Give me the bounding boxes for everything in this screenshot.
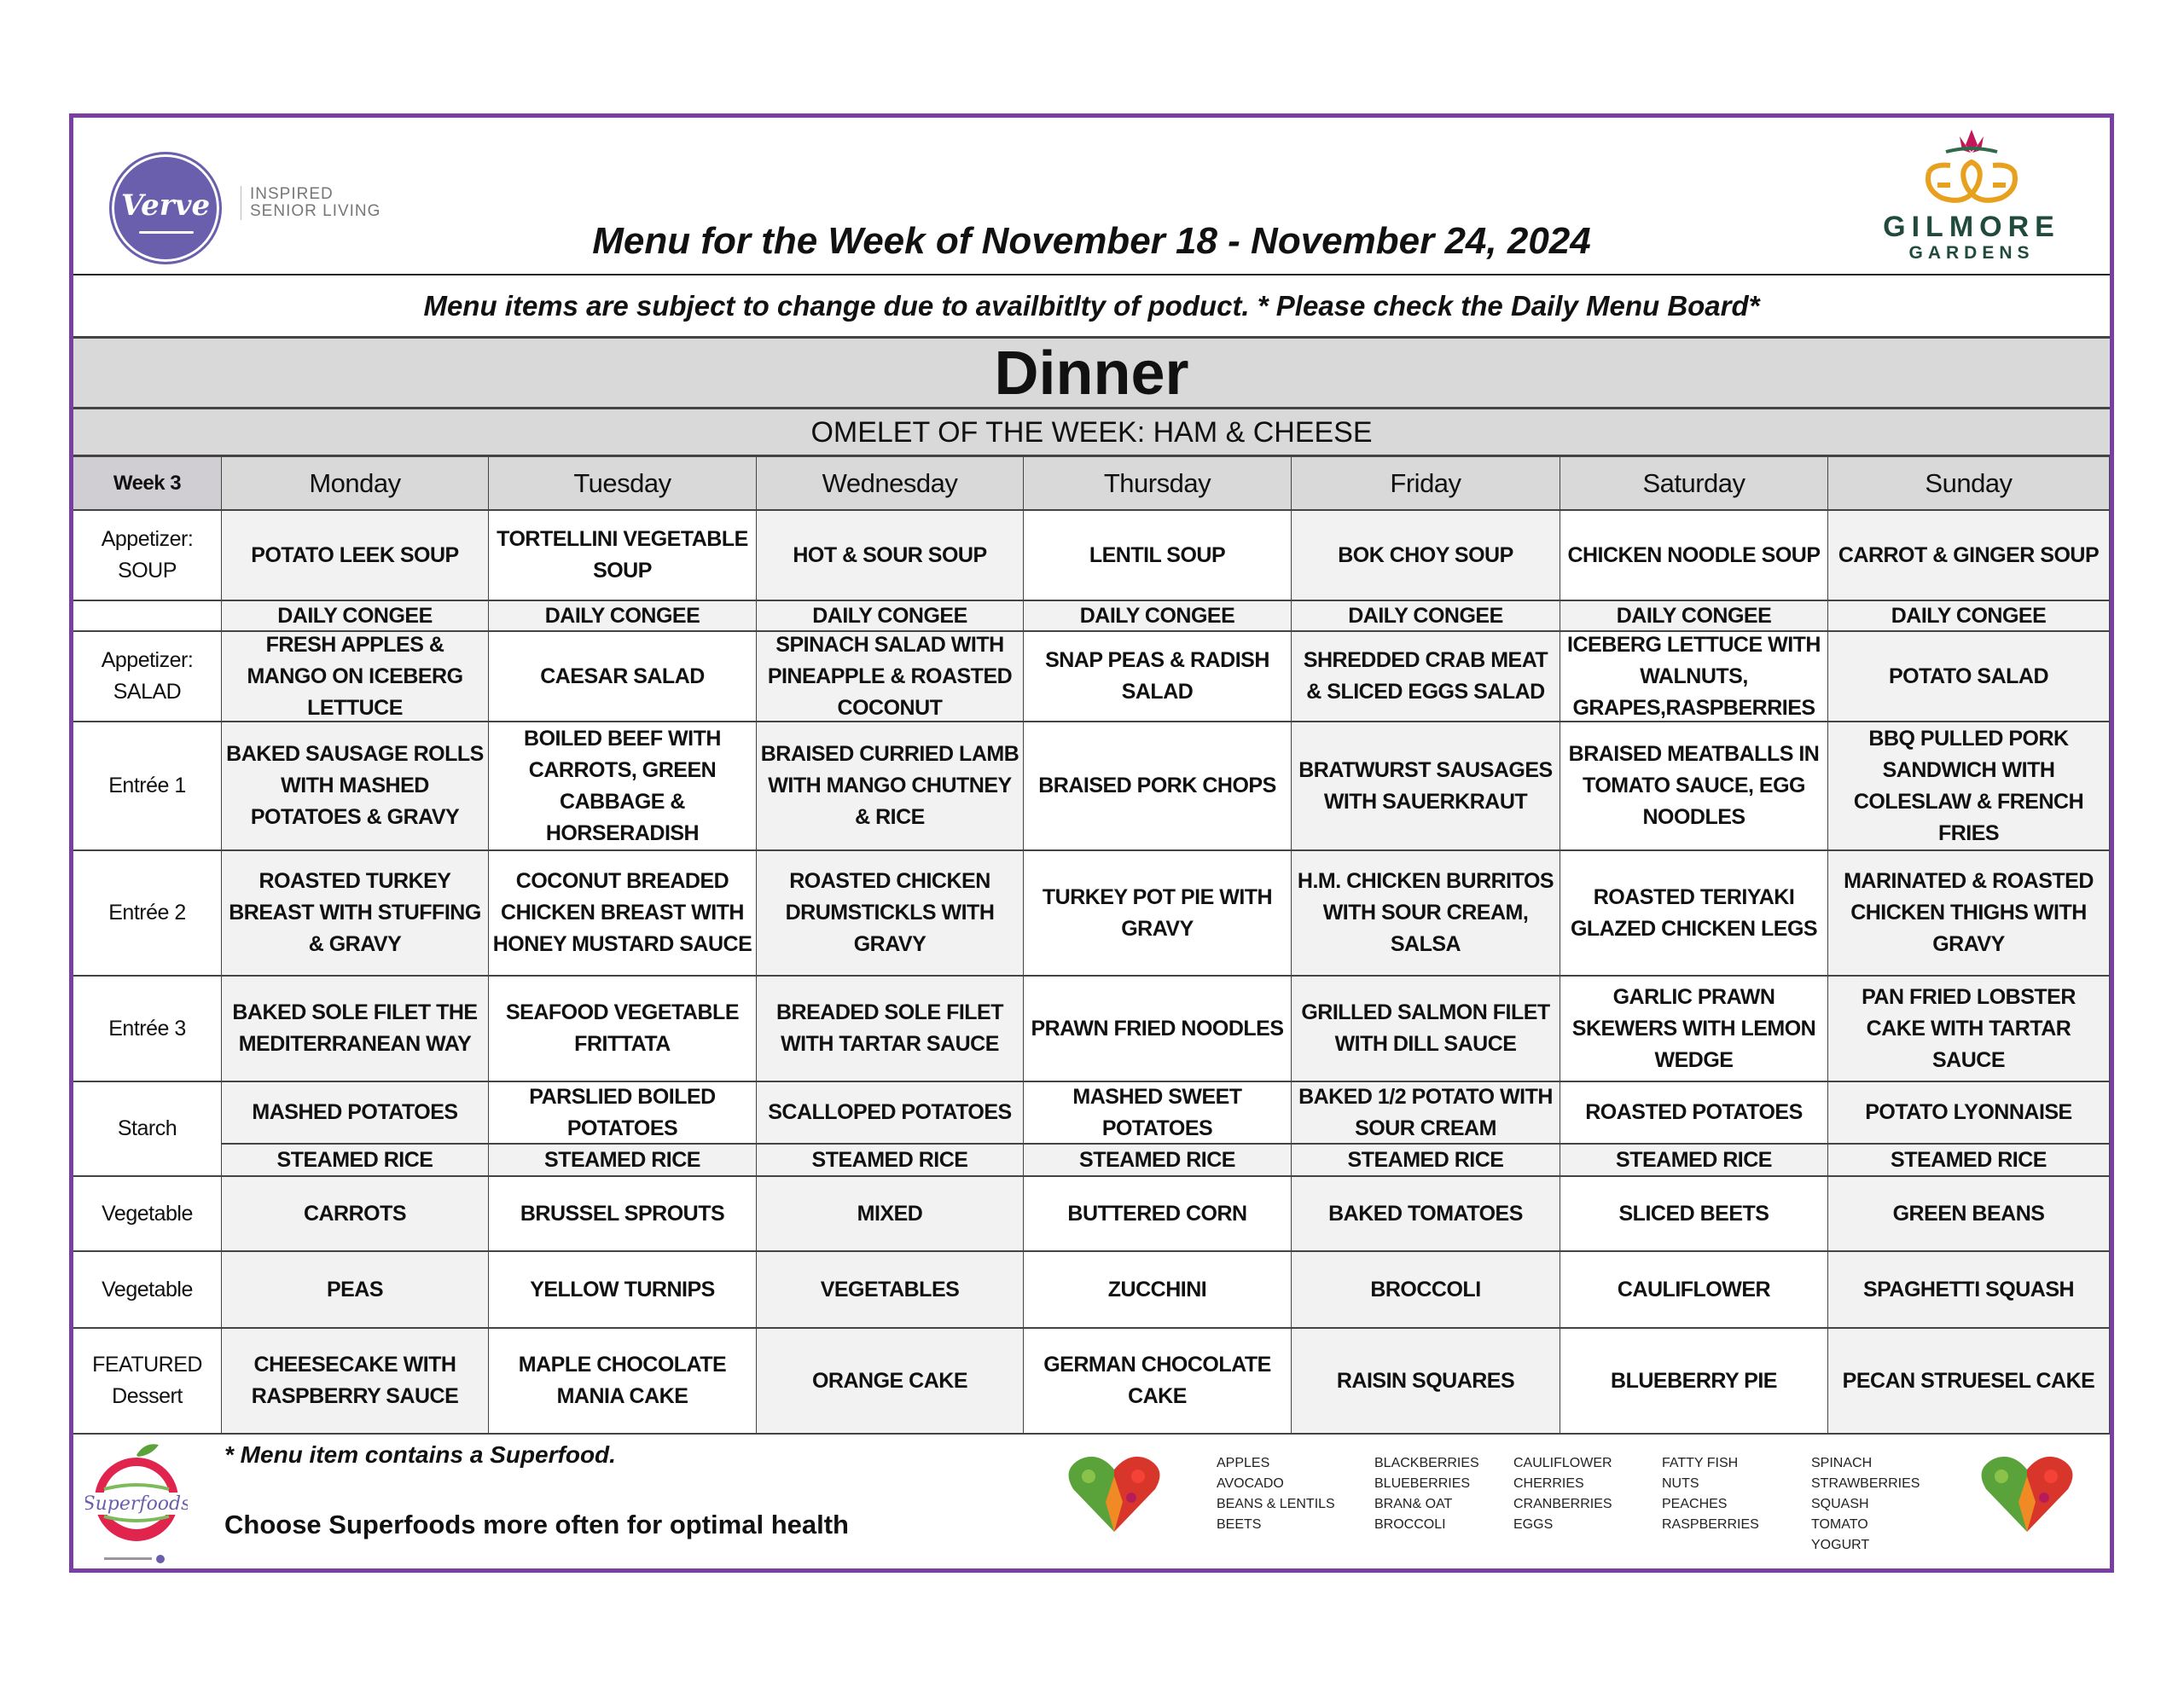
menu-item: STEAMED RICE <box>1292 1145 1560 1177</box>
gardens-text: GARDENS <box>1908 243 2035 263</box>
menu-item: LENTIL SOUP <box>1024 511 1292 601</box>
week-label: Week 3 <box>73 457 222 511</box>
menu-item: PAN FRIED LOBSTER CAKE WITH TARTAR SAUCE <box>1828 977 2110 1082</box>
menu-item: SCALLOPED POTATOES <box>757 1082 1024 1145</box>
menu-item: BROCCOLI <box>1292 1252 1560 1329</box>
row-label: Entrée 3 <box>73 977 222 1082</box>
menu-item: SPAGHETTI SQUASH <box>1828 1252 2110 1329</box>
row-label <box>73 601 222 632</box>
menu-item: BBQ PULLED PORK SANDWICH WITH COLESLAW & FRENCH FRIES <box>1828 722 2110 851</box>
omelet-of-the-week: OMELET OF THE WEEK: HAM & CHEESE <box>73 409 2110 457</box>
menu-item: SNAP PEAS & RADISH SALAD <box>1024 632 1292 722</box>
row-label: FEATURED Dessert <box>73 1329 222 1435</box>
superfood-item: SPINACH <box>1811 1456 1873 1470</box>
superfood-note: * Menu item contains a Superfood. <box>224 1441 616 1468</box>
superfood-item: SQUASH <box>1811 1497 1869 1511</box>
verve-tagline <box>241 186 380 220</box>
superfood-item: FATTY FISH <box>1662 1456 1739 1470</box>
superfood-item: RASPBERRIES <box>1662 1517 1759 1532</box>
row-label: Appetizer: SOUP <box>73 511 222 601</box>
menu-item: DAILY CONGEE <box>1292 601 1560 632</box>
superfood-column <box>1662 1453 1759 1535</box>
superfood-item: CHERRIES <box>1513 1476 1584 1491</box>
menu-item: STEAMED RICE <box>1560 1145 1828 1177</box>
superfood-item: CRANBERRIES <box>1513 1497 1612 1511</box>
menu-item: BAKED SAUSAGE ROLLS WITH MASHED POTATOES & GRAVY <box>222 722 489 851</box>
menu-item: SPINACH SALAD WITH PINEAPPLE & ROASTED COCONUT <box>757 632 1024 722</box>
menu-item: BAKED TOMATOES <box>1292 1177 1560 1252</box>
superfood-column <box>1811 1453 1920 1556</box>
menu-item: BAKED SOLE FILET THE MEDITERRANEAN WAY <box>222 977 489 1082</box>
menu-item: SHREDDED CRAB MEAT & SLICED EGGS SALAD <box>1292 632 1560 722</box>
menu-item: GARLIC PRAWN SKEWERS WITH LEMON WEDGE <box>1560 977 1828 1082</box>
superfood-column <box>1513 1453 1612 1535</box>
menu-item: ROASTED CHICKEN DRUMSTICKLS WITH GRAVY <box>757 851 1024 977</box>
menu-item: CHICKEN NOODLE SOUP <box>1560 511 1828 601</box>
page-title: Menu for the Week of November 18 - November 24, 2024 <box>592 220 1591 262</box>
menu-item: SEAFOOD VEGETABLE FRITTATA <box>489 977 757 1082</box>
menu-item: BAKED 1/2 POTATO WITH SOUR CREAM <box>1292 1082 1560 1145</box>
row-label: Starch <box>73 1082 222 1177</box>
menu-item: BREADED SOLE FILET WITH TARTAR SAUCE <box>757 977 1024 1082</box>
menu-item: FRESH APPLES & MANGO ON ICEBERG LETTUCE <box>222 632 489 722</box>
menu-item: GRILLED SALMON FILET WITH DILL SAUCE <box>1292 977 1560 1082</box>
menu-item: BRAISED CURRIED LAMB WITH MANGO CHUTNEY & RICE <box>757 722 1024 851</box>
superfood-item: NUTS <box>1662 1476 1699 1491</box>
menu-item: ZUCCHINI <box>1024 1252 1292 1329</box>
menu-item: HOT & SOUR SOUP <box>757 511 1024 601</box>
superfood-item: BRAN& OAT <box>1374 1497 1453 1511</box>
day-header-1: Tuesday <box>489 457 757 511</box>
menu-item: TURKEY POT PIE WITH GRAVY <box>1024 851 1292 977</box>
menu-item: SLICED BEETS <box>1560 1177 1828 1252</box>
menu-item: BOK CHOY SOUP <box>1292 511 1560 601</box>
meal-title: Dinner <box>73 339 2110 409</box>
day-header-4: Friday <box>1292 457 1560 511</box>
menu-item: STEAMED RICE <box>757 1145 1024 1177</box>
gilmore-gardens-logo <box>1856 121 2087 270</box>
menu-item: ROASTED TERIYAKI GLAZED CHICKEN LEGS <box>1560 851 1828 977</box>
menu-item: POTATO SALAD <box>1828 632 2110 722</box>
superfood-item: BLUEBERRIES <box>1374 1476 1471 1491</box>
superfood-item: YOGURT <box>1811 1538 1870 1552</box>
menu-item: CARROTS <box>222 1177 489 1252</box>
verve-logo-text: Verve <box>120 188 211 223</box>
menu-item: VEGETABLES <box>757 1252 1024 1329</box>
menu-item: MAPLE CHOCOLATE MANIA CAKE <box>489 1329 757 1435</box>
verve-tagline-line2: SENIOR LIVING <box>250 202 381 220</box>
menu-item: STEAMED RICE <box>489 1145 757 1177</box>
menu-item: ROASTED TURKEY BREAST WITH STUFFING & GRAVY <box>222 851 489 977</box>
menu-item: MASHED SWEET POTATOES <box>1024 1082 1292 1145</box>
superfood-item: EGGS <box>1513 1517 1554 1532</box>
menu-item: PARSLIED BOILED POTATOES <box>489 1082 757 1145</box>
superfood-column <box>1374 1453 1479 1535</box>
menu-item: BRATWURST SAUSAGES WITH SAUERKRAUT <box>1292 722 1560 851</box>
menu-item: POTATO LYONNAISE <box>1828 1082 2110 1145</box>
menu-header <box>73 118 2110 275</box>
superfoods-logo <box>85 1440 188 1568</box>
menu-frame <box>69 113 2114 1573</box>
gilmore-text: GILMORE <box>1883 211 2060 243</box>
menu-item: BRAISED PORK CHOPS <box>1024 722 1292 851</box>
day-header-2: Wednesday <box>757 457 1024 511</box>
superfood-item: PEACHES <box>1662 1497 1728 1511</box>
menu-item: BOILED BEEF WITH CARROTS, GREEN CABBAGE & HORSERADISH <box>489 722 757 851</box>
menu-item: YELLOW TURNIPS <box>489 1252 757 1329</box>
menu-item: DAILY CONGEE <box>222 601 489 632</box>
row-label: Appetizer: SALAD <box>73 632 222 722</box>
superfood-item: CAULIFLOWER <box>1513 1456 1612 1470</box>
row-label: Entrée 2 <box>73 851 222 977</box>
menu-item: BUTTERED CORN <box>1024 1177 1292 1252</box>
menu-item: CAULIFLOWER <box>1560 1252 1828 1329</box>
menu-item: CAESAR SALAD <box>489 632 757 722</box>
menu-item: PRAWN FRIED NOODLES <box>1024 977 1292 1082</box>
menu-item: STEAMED RICE <box>1024 1145 1292 1177</box>
menu-item: MARINATED & ROASTED CHICKEN THIGHS WITH GRAVY <box>1828 851 2110 977</box>
menu-item: DAILY CONGEE <box>489 601 757 632</box>
superfood-item: BEANS & LENTILS <box>1217 1497 1335 1511</box>
day-header-0: Monday <box>222 457 489 511</box>
menu-item: BRUSSEL SPROUTS <box>489 1177 757 1252</box>
superfood-item: APPLES <box>1217 1456 1270 1470</box>
menu-item: STEAMED RICE <box>222 1145 489 1177</box>
menu-item: ORANGE CAKE <box>757 1329 1024 1435</box>
menu-item: COCONUT BREADED CHICKEN BREAST WITH HONEY MUSTARD SAUCE <box>489 851 757 977</box>
superfood-item: BROCCOLI <box>1374 1517 1446 1532</box>
superfood-item: STRAWBERRIES <box>1811 1476 1920 1491</box>
svg-text:Superfoods: Superfoods <box>85 1493 188 1515</box>
superfood-item: BEETS <box>1217 1517 1262 1532</box>
menu-item: DAILY CONGEE <box>1024 601 1292 632</box>
menu-item: DAILY CONGEE <box>757 601 1024 632</box>
day-header-3: Thursday <box>1024 457 1292 511</box>
menu-item: ROASTED POTATOES <box>1560 1082 1828 1145</box>
menu-item: GREEN BEANS <box>1828 1177 2110 1252</box>
availability-notice: Menu items are subject to change due to availbitlty of poduct. * Please check the Daily Menu Board* <box>73 275 2110 339</box>
superfood-item: AVOCADO <box>1217 1476 1284 1491</box>
superfood-column <box>1217 1453 1335 1535</box>
menu-item: PEAS <box>222 1252 489 1329</box>
menu-item: DAILY CONGEE <box>1828 601 2110 632</box>
veggie-heart-icon-right <box>1976 1451 2078 1536</box>
menu-item: GERMAN CHOCOLATE CAKE <box>1024 1329 1292 1435</box>
menu-item: CARROT & GINGER SOUP <box>1828 511 2110 601</box>
menu-item: BLUEBERRY PIE <box>1560 1329 1828 1435</box>
menu-item: DAILY CONGEE <box>1560 601 1828 632</box>
menu-item: TORTELLINI VEGETABLE SOUP <box>489 511 757 601</box>
row-label: Vegetable <box>73 1177 222 1252</box>
menu-item: RAISIN SQUARES <box>1292 1329 1560 1435</box>
row-label: Entrée 1 <box>73 722 222 851</box>
day-header-5: Saturday <box>1560 457 1828 511</box>
menu-item: MIXED <box>757 1177 1024 1252</box>
menu-item: H.M. CHICKEN BURRITOS WITH SOUR CREAM, SALSA <box>1292 851 1560 977</box>
menu-item: ICEBERG LETTUCE WITH WALNUTS, GRAPES,RASPBERRIES <box>1560 632 1828 722</box>
menu-item: STEAMED RICE <box>1828 1145 2110 1177</box>
menu-item: MASHED POTATOES <box>222 1082 489 1145</box>
menu-item: POTATO LEEK SOUP <box>222 511 489 601</box>
superfood-tagline: Choose Superfoods more often for optimal health <box>224 1510 849 1539</box>
row-label: Vegetable <box>73 1252 222 1329</box>
verve-tagline-line1: INSPIRED <box>250 185 334 203</box>
superfood-item: BLACKBERRIES <box>1374 1456 1479 1470</box>
superfoods-apple-icon <box>85 1440 188 1568</box>
menu-item: CHEESECAKE WITH RASPBERRY SAUCE <box>222 1329 489 1435</box>
veggie-heart-icon-left <box>1063 1451 1165 1536</box>
menu-item: PECAN STRUESEL CAKE <box>1828 1329 2110 1435</box>
day-header-6: Sunday <box>1828 457 2110 511</box>
menu-item: BRAISED MEATBALLS IN TOMATO SAUCE, EGG NOODLES <box>1560 722 1828 851</box>
superfood-item: TOMATO <box>1811 1517 1868 1532</box>
gilmore-monogram-icon <box>1856 121 2087 211</box>
